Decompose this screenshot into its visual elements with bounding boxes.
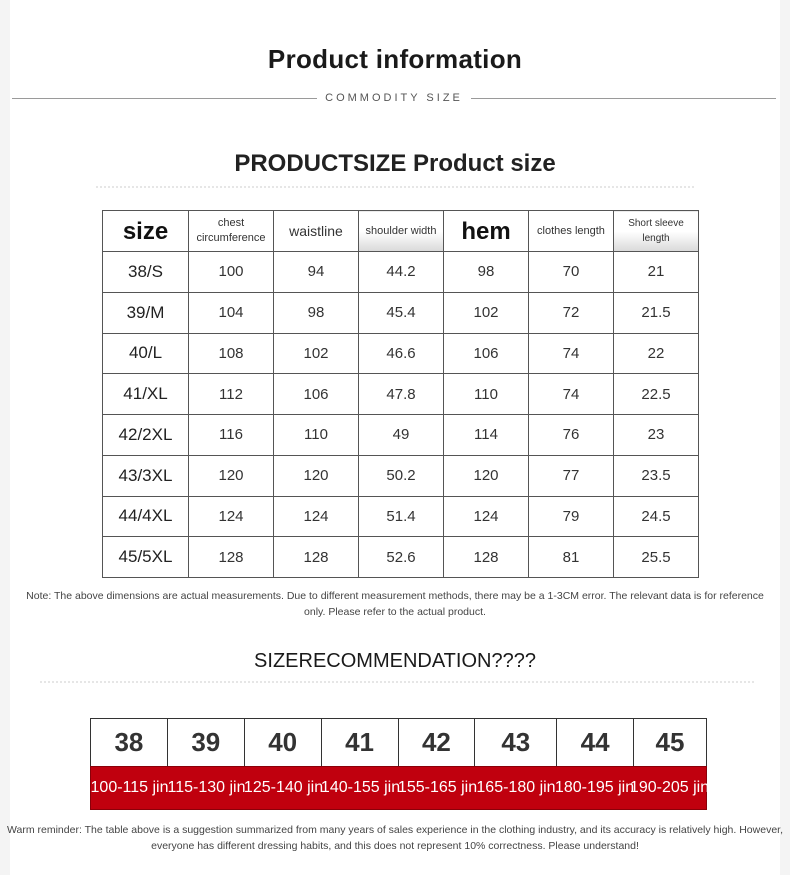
table-cell: 45.4 bbox=[359, 292, 444, 333]
column-header: Short sleeve length bbox=[614, 211, 699, 252]
table-cell: 100 bbox=[189, 252, 274, 293]
recommendation-table bbox=[90, 718, 710, 810]
table-cell: 22.5 bbox=[614, 374, 699, 415]
table-row bbox=[103, 455, 699, 496]
recommendation-weight-cell: 125-140 jin bbox=[243, 779, 324, 796]
table-row bbox=[103, 333, 699, 374]
warm-reminder: Warm reminder: The table above is a suggestion summarized from many years of sales experience in the clothing industry, and its accuracy is relatively high. However, everyone has different dressing habits, and this does not represent 10% correctness. Please understand! bbox=[7, 824, 783, 852]
table-cell: 128 bbox=[444, 537, 529, 578]
table-row bbox=[103, 252, 699, 293]
table-cell: 21.5 bbox=[614, 292, 699, 333]
subtitle-row bbox=[12, 90, 776, 106]
table-cell: 41/XL bbox=[103, 374, 189, 415]
table-cell: 98 bbox=[274, 292, 359, 333]
table-cell: 110 bbox=[444, 374, 529, 415]
column-header: size bbox=[103, 211, 189, 252]
table-cell: 120 bbox=[444, 455, 529, 496]
table-cell: 74 bbox=[529, 333, 614, 374]
recommendation-sizes-row bbox=[90, 718, 707, 766]
size-table bbox=[102, 210, 699, 578]
table-cell: 44/4XL bbox=[103, 496, 189, 537]
table-cell: 21 bbox=[614, 252, 699, 293]
recommendation-weight-cell: 180-195 jin bbox=[554, 779, 635, 796]
table-row bbox=[103, 415, 699, 456]
table-cell: 108 bbox=[189, 333, 274, 374]
table-cell: 124 bbox=[444, 496, 529, 537]
recommendation-size-cell: 42 bbox=[399, 719, 476, 766]
table-cell: 45/5XL bbox=[103, 537, 189, 578]
table-cell: 104 bbox=[189, 292, 274, 333]
table-cell: 102 bbox=[444, 292, 529, 333]
table-cell: 24.5 bbox=[614, 496, 699, 537]
column-header: waistline bbox=[274, 211, 359, 252]
table-cell: 43/3XL bbox=[103, 455, 189, 496]
recommendation-size-cell: 39 bbox=[168, 719, 245, 766]
recommendation-weight-cell: 165-180 jin bbox=[476, 779, 556, 796]
table-cell: 51.4 bbox=[359, 496, 444, 537]
table-row bbox=[103, 292, 699, 333]
table-cell: 23.5 bbox=[614, 455, 699, 496]
table-cell: 124 bbox=[189, 496, 274, 537]
column-header: chest circumference bbox=[189, 211, 274, 252]
table-row bbox=[103, 496, 699, 537]
page-title: Product information bbox=[267, 44, 523, 74]
recommendation-weights-row bbox=[90, 766, 710, 810]
table-cell: 74 bbox=[529, 374, 614, 415]
table-cell: 38/S bbox=[103, 252, 189, 293]
table-cell: 52.6 bbox=[359, 537, 444, 578]
recommendation-weight-cell: 190-205 jin bbox=[629, 779, 710, 796]
table-cell: 40/L bbox=[103, 333, 189, 374]
column-header: hem bbox=[444, 211, 529, 252]
table-cell: 98 bbox=[444, 252, 529, 293]
recommendation-weight-cell: 155-165 jin bbox=[397, 779, 478, 796]
table-cell: 112 bbox=[189, 374, 274, 415]
recommendation-size-cell: 43 bbox=[475, 719, 557, 766]
table-cell: 70 bbox=[529, 252, 614, 293]
divider-right bbox=[471, 98, 776, 99]
table-cell: 25.5 bbox=[614, 537, 699, 578]
dotted-divider bbox=[40, 681, 754, 683]
table-row bbox=[103, 537, 699, 578]
table-cell: 128 bbox=[274, 537, 359, 578]
table-cell: 47.8 bbox=[359, 374, 444, 415]
table-cell: 94 bbox=[274, 252, 359, 293]
table-cell: 44.2 bbox=[359, 252, 444, 293]
table-cell: 42/2XL bbox=[103, 415, 189, 456]
table-cell: 46.6 bbox=[359, 333, 444, 374]
table-cell: 110 bbox=[274, 415, 359, 456]
table-cell: 114 bbox=[444, 415, 529, 456]
divider-left bbox=[12, 98, 317, 99]
recommendation-weight-cell: 100-115 jin bbox=[90, 779, 169, 796]
table-cell: 23 bbox=[614, 415, 699, 456]
table-cell: 49 bbox=[359, 415, 444, 456]
table-row bbox=[103, 374, 699, 415]
page-border-left bbox=[0, 0, 10, 875]
table-cell: 106 bbox=[274, 374, 359, 415]
recommendation-weight-cell: 140-155 jin bbox=[320, 779, 401, 796]
size-table-body bbox=[103, 252, 699, 578]
table-cell: 79 bbox=[529, 496, 614, 537]
recommendation-size-cell: 40 bbox=[245, 719, 322, 766]
size-table-header-row bbox=[103, 211, 699, 252]
table-cell: 116 bbox=[189, 415, 274, 456]
size-section-title: PRODUCTSIZE Product size bbox=[234, 150, 556, 177]
recommendation-size-cell: 41 bbox=[322, 719, 399, 766]
table-cell: 81 bbox=[529, 537, 614, 578]
table-cell: 39/M bbox=[103, 292, 189, 333]
table-cell: 120 bbox=[189, 455, 274, 496]
table-cell: 120 bbox=[274, 455, 359, 496]
measurement-note: Note: The above dimensions are actual measurements. Due to different measurement methods, there may be a 1-3CM error. The relevant data is for reference only. Please refer to the actual product. bbox=[26, 590, 764, 618]
table-cell: 128 bbox=[189, 537, 274, 578]
table-cell: 124 bbox=[274, 496, 359, 537]
recommendation-size-cell: 38 bbox=[91, 719, 168, 766]
table-cell: 106 bbox=[444, 333, 529, 374]
dotted-divider bbox=[96, 186, 694, 188]
table-cell: 102 bbox=[274, 333, 359, 374]
page-border-right bbox=[780, 0, 790, 875]
column-header: clothes length bbox=[529, 211, 614, 252]
page-subtitle: COMMODITY SIZE bbox=[325, 92, 463, 104]
recommendation-weight-cell: 115-130 jin bbox=[167, 779, 246, 796]
table-cell: 72 bbox=[529, 292, 614, 333]
recommendation-size-cell: 44 bbox=[557, 719, 634, 766]
table-cell: 22 bbox=[614, 333, 699, 374]
recommendation-title: SIZERECOMMENDATION???? bbox=[254, 650, 536, 672]
table-cell: 77 bbox=[529, 455, 614, 496]
recommendation-size-cell: 45 bbox=[655, 727, 685, 757]
column-header: shoulder width bbox=[359, 211, 444, 252]
table-cell: 50.2 bbox=[359, 455, 444, 496]
table-cell: 76 bbox=[529, 415, 614, 456]
